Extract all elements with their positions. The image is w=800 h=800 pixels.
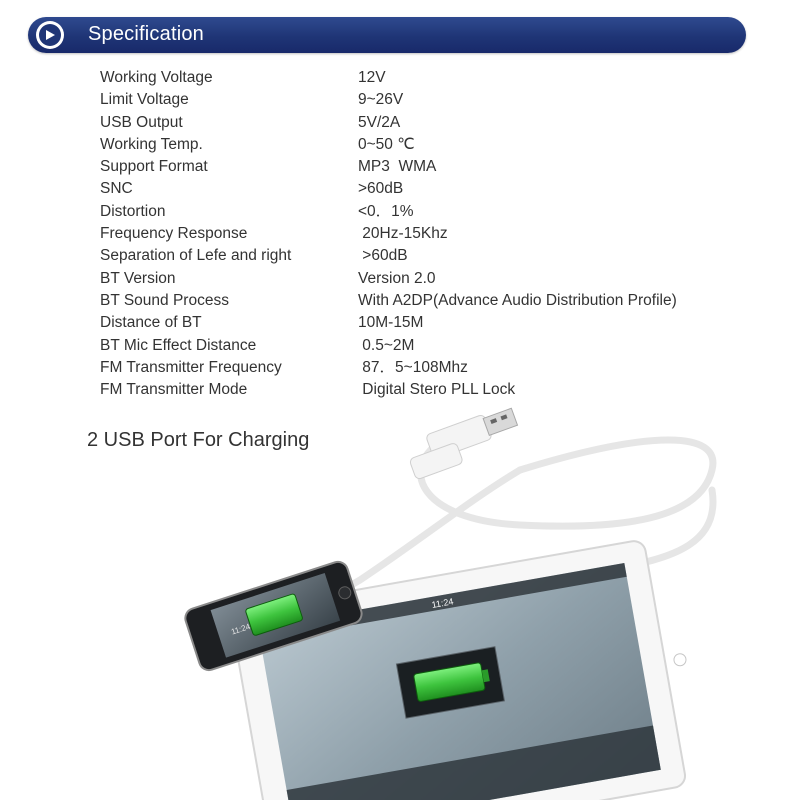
spec-label: BT Version — [100, 269, 176, 287]
spec-value: >60dB — [358, 247, 408, 265]
spec-value: 5V/2A — [358, 113, 401, 131]
spec-label: SNC — [100, 180, 133, 198]
spec-label: Working Temp. — [100, 135, 203, 153]
spec-value: 20Hz-15Khz — [358, 225, 448, 243]
spec-label: BT Sound Process — [100, 291, 229, 309]
spec-label: FM Transmitter Mode — [100, 381, 248, 399]
spec-value: 12V — [358, 69, 386, 86]
spec-label: Support Format — [100, 158, 208, 176]
spec-label: FM Transmitter Frequency — [100, 358, 282, 376]
spec-label: USB Output — [100, 113, 183, 131]
spec-label: Working Voltage — [100, 69, 213, 86]
header-title: Specification — [88, 23, 204, 45]
svg-text:11:24: 11:24 — [430, 596, 455, 610]
spec-label: Separation of Lefe and right — [100, 247, 292, 265]
spec-label: BT Mic Effect Distance — [100, 336, 257, 354]
spec-label: Frequency Response — [100, 225, 248, 243]
usb-heading: 2 USB Port For Charging — [87, 429, 310, 451]
spec-value: 10M-15M — [358, 314, 424, 332]
spec-value: >60dB — [358, 180, 404, 198]
spec-value: 0~50 ℃ — [358, 135, 415, 153]
spec-label: Limit Voltage — [100, 91, 189, 109]
svg-text:11:24: 11:24 — [230, 621, 252, 637]
spec-value: Digital Stero PLL Lock — [358, 381, 516, 399]
spec-value: With A2DP(Advance Audio Distribution Profile) — [358, 291, 677, 309]
spec-value: <0．1% — [358, 202, 414, 220]
spec-value: MP3 WMA — [358, 158, 437, 176]
spec-value: 0.5~2M — [358, 336, 415, 354]
spec-value: Version 2.0 — [358, 269, 436, 287]
spec-value: 87．5~108Mhz — [358, 358, 468, 376]
spec-label: Distance of BT — [100, 314, 202, 332]
spec-value: 9~26V — [358, 91, 404, 109]
spec-label: Distortion — [100, 202, 166, 220]
